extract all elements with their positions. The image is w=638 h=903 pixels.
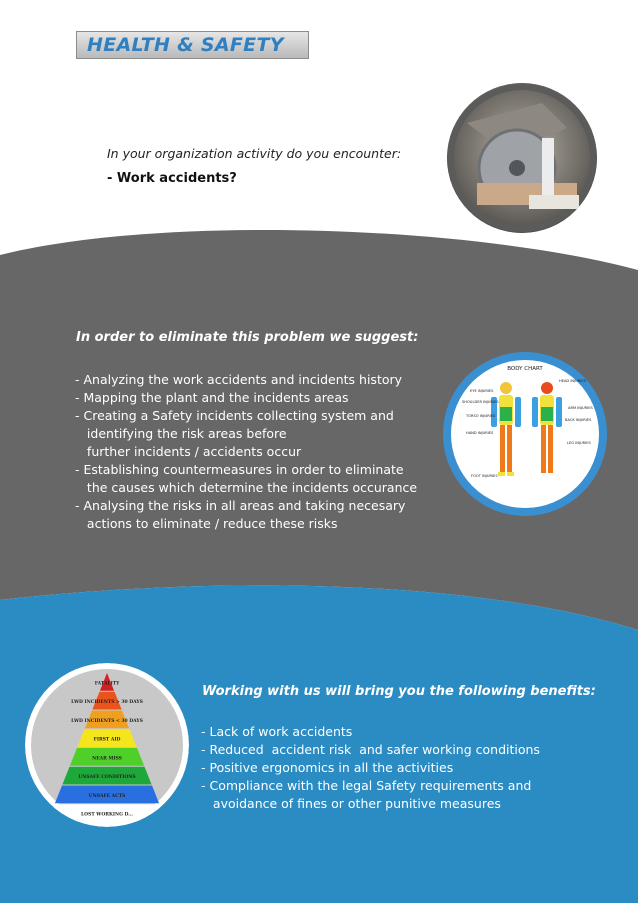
label-hand-injuries: HAND INJURIES bbox=[466, 431, 494, 435]
list-item: the causes which determine the incidents occurance bbox=[75, 480, 418, 495]
list-item: - Reduced accident risk and safer working conditions bbox=[201, 742, 540, 757]
suggest-list bbox=[75, 371, 417, 533]
pyramid-level-label: LWD INCIDENTS > 30 DAYS bbox=[71, 700, 143, 706]
body-chart bbox=[443, 352, 607, 516]
intro-item: - Work accidents? bbox=[107, 171, 237, 186]
saw-photo-circle bbox=[447, 83, 597, 233]
list-item: - Creating a Safety incidents collecting system and bbox=[75, 408, 394, 423]
list-item: - Analyzing the work accidents and incidents history bbox=[75, 372, 403, 387]
pyramid-level-label: UNSAFE ACTS bbox=[88, 793, 126, 799]
safety-pyramid bbox=[25, 663, 189, 827]
body-chart-title: BODY CHART bbox=[507, 366, 543, 372]
list-item: identifying the risk areas before bbox=[75, 426, 287, 441]
label-foot-injuries: FOOT INJURIES bbox=[471, 474, 498, 478]
label-shoulder-injuries: SHOULDER INJURIES bbox=[462, 400, 499, 404]
list-item: further incidents / accidents occur bbox=[75, 444, 302, 459]
intro-question: In your organization activity do you encounter: bbox=[107, 146, 402, 161]
saw-photo bbox=[447, 83, 597, 233]
list-item: - Lack of work accidents bbox=[201, 724, 353, 739]
benefits-title: Working with us will bring you the following benefits: bbox=[202, 684, 596, 699]
list-item: - Compliance with the legal Safety requirements and bbox=[201, 778, 532, 793]
pyramid-level-label: FATALITY bbox=[94, 681, 120, 687]
pyramid-level-label: FIRST AID bbox=[93, 737, 121, 743]
benefits-list bbox=[201, 723, 540, 813]
label-eye-injuries: EYE INJURIES bbox=[470, 389, 494, 393]
pyramid-level-label: LOST WORKING D... bbox=[81, 812, 133, 818]
list-item: actions to eliminate / reduce these risks bbox=[75, 516, 338, 531]
page-title: HEALTH & SAFETY bbox=[87, 34, 284, 56]
pyramid-level-label: NEAR MISS bbox=[92, 756, 122, 762]
list-item: - Analysing the risks in all areas and taking necesary bbox=[75, 498, 406, 513]
list-item: avoidance of fines or other punitive measures bbox=[201, 796, 501, 811]
pyramid-level-label: UNSAFE CONDITIONS bbox=[78, 775, 136, 781]
body-chart-circle bbox=[443, 352, 607, 516]
label-arm-injuries: ARM INJURIES bbox=[568, 406, 593, 410]
label-back-injuries: BACK INJURIES bbox=[565, 418, 592, 422]
label-head-injuries: HEAD INJURIES bbox=[559, 379, 586, 383]
list-item: - Establishing countermeasures in order to eliminate bbox=[75, 462, 404, 477]
label-leg-injuries: LEG INJURIES bbox=[567, 441, 591, 445]
page-title-box bbox=[76, 31, 309, 59]
pyramid-level-label: LWD INCIDENTS < 30 DAYS bbox=[71, 718, 143, 724]
list-item: - Mapping the plant and the incidents areas bbox=[75, 390, 349, 405]
suggest-title: In order to eliminate this problem we suggest: bbox=[76, 330, 419, 345]
pyramid-circle bbox=[25, 663, 189, 827]
label-torso-injuries: TORSO INJURIES bbox=[466, 414, 496, 418]
list-item: - Positive ergonomics in all the activities bbox=[201, 760, 454, 775]
